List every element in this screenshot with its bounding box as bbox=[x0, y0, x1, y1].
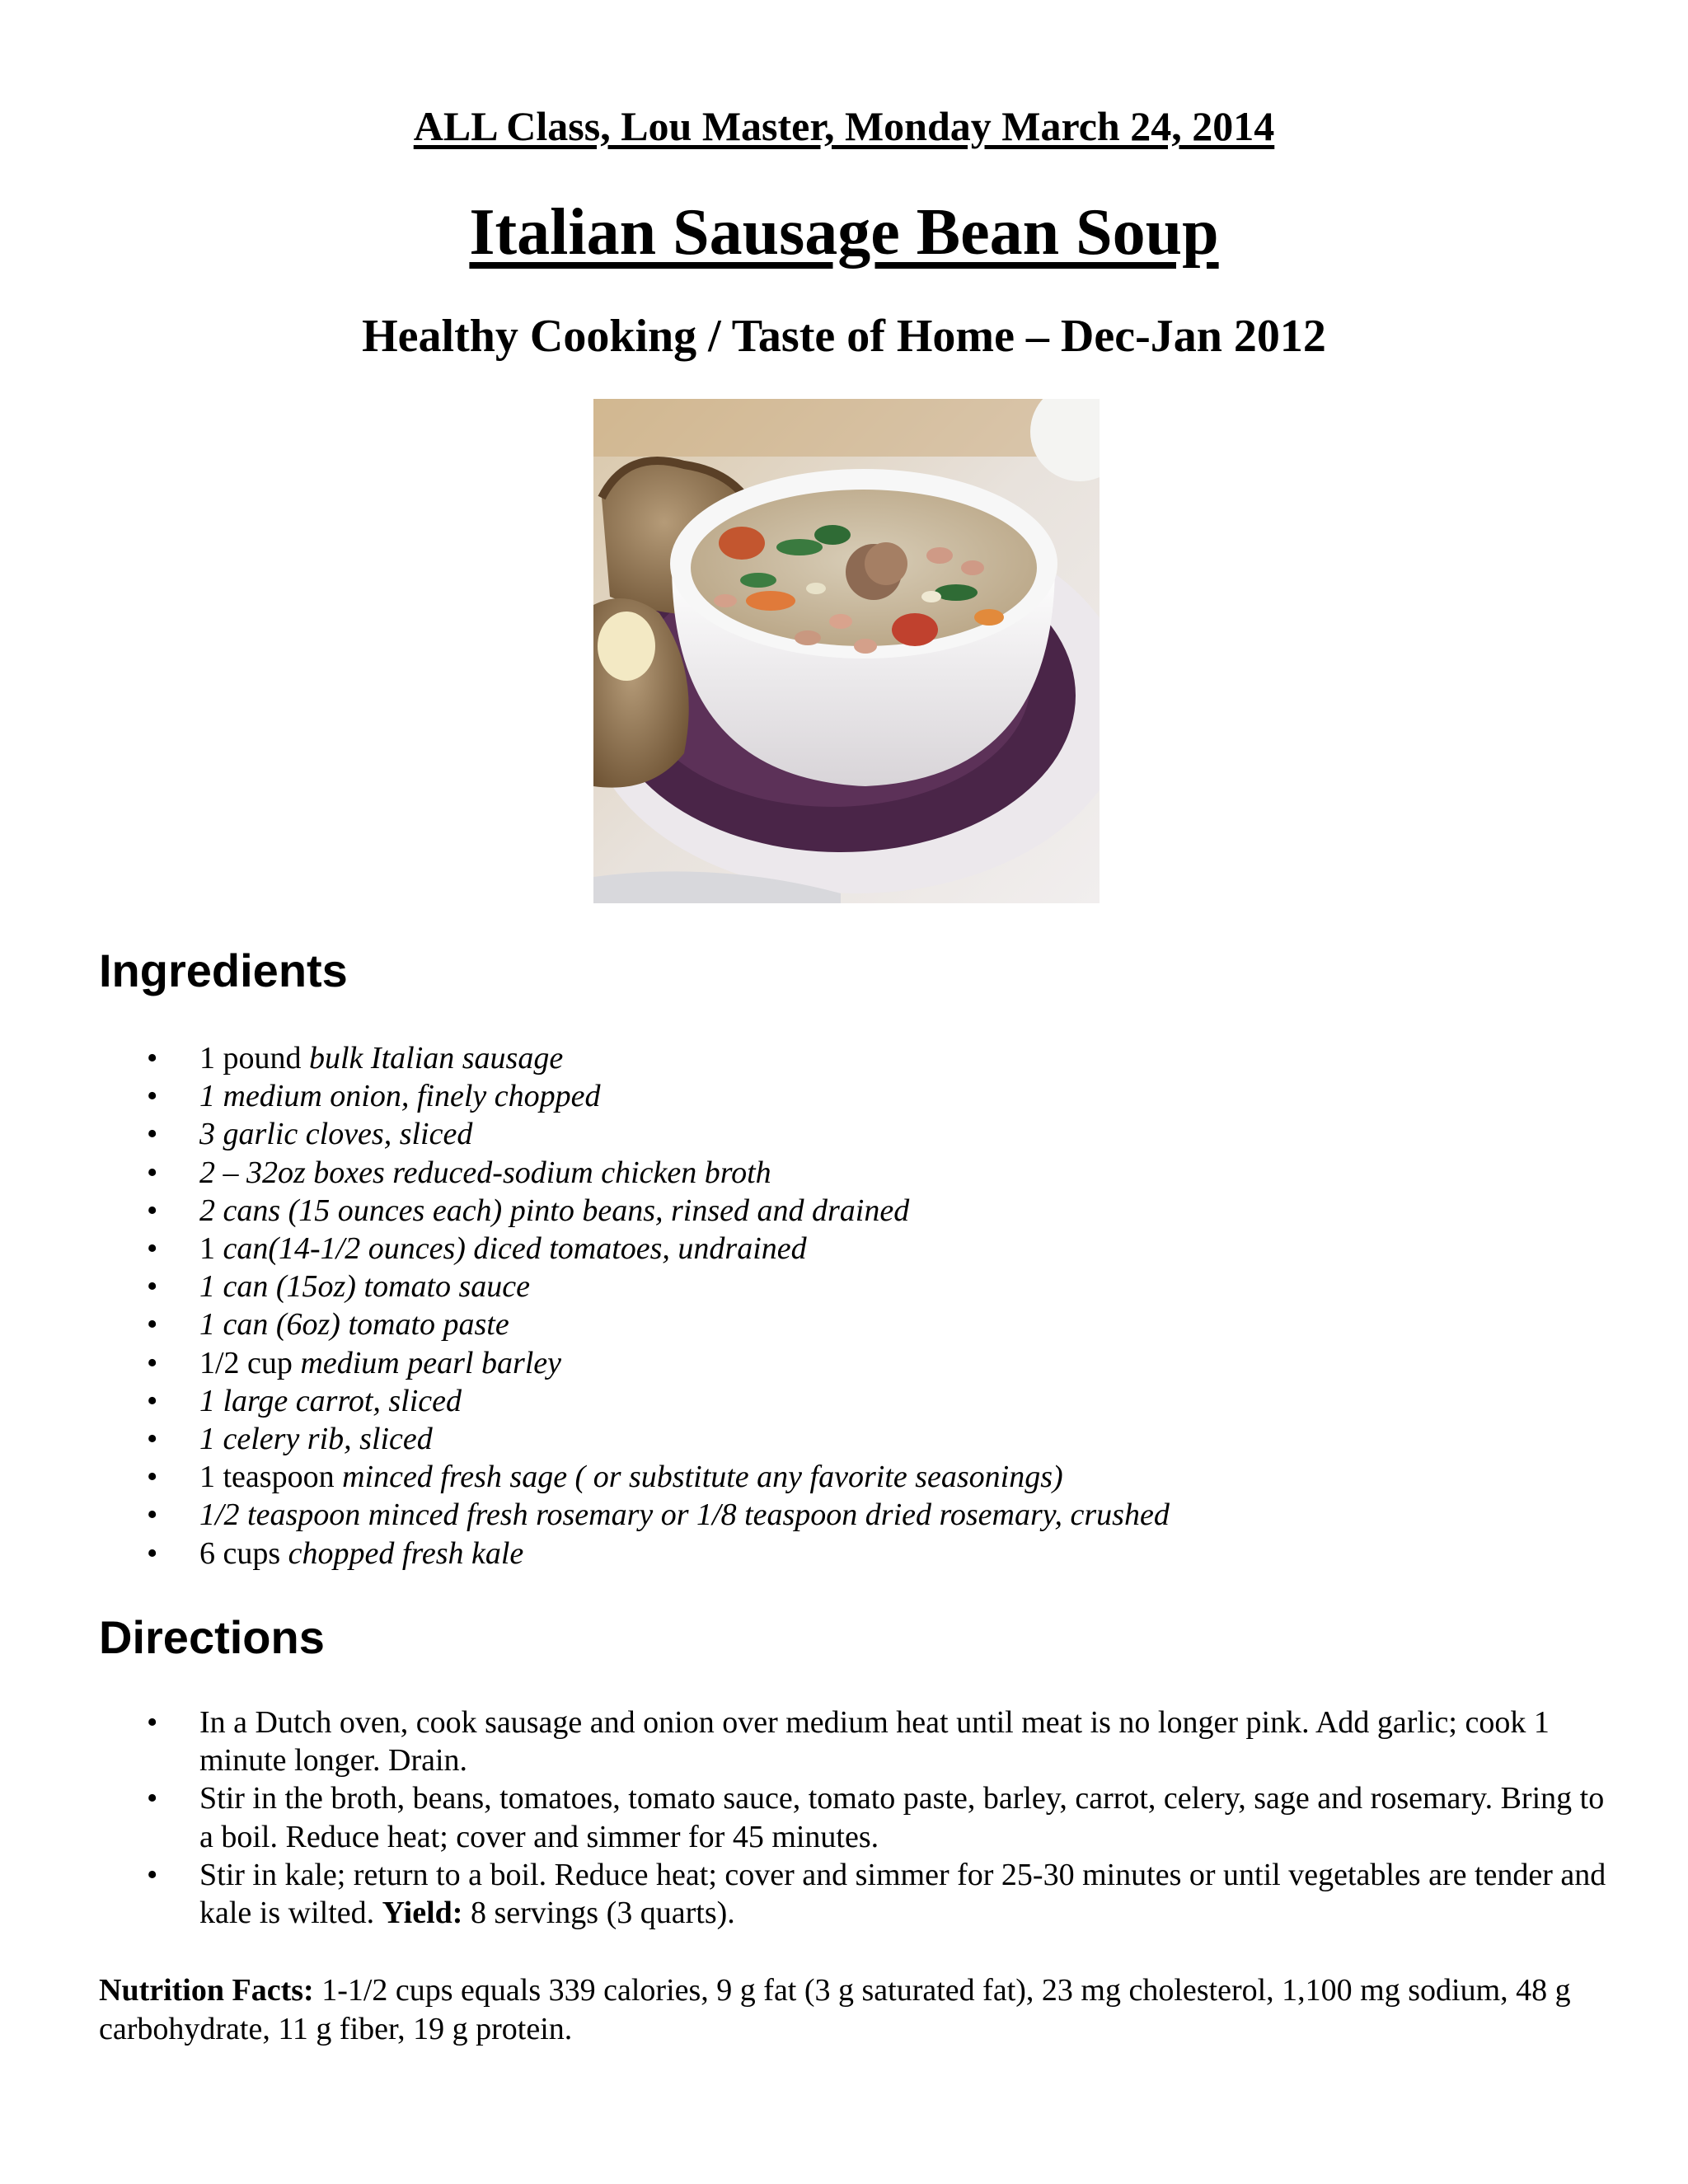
yield-label: Yield: bbox=[382, 1896, 463, 1931]
yield-value: 8 servings (3 quarts). bbox=[462, 1896, 735, 1931]
list-item: • 1/2 cup medium pearl barley bbox=[147, 1345, 562, 1380]
list-item: • 1 can(14-1/2 ounces) diced tomatoes, undrained bbox=[147, 1231, 807, 1267]
class-info-line: ALL Class, Lou Master, Monday March 24, 2014 bbox=[413, 103, 1275, 149]
direction-step: • Stir in kale; return to a boil. Reduce heat; cover and simmer for 25-30 minutes or until vegetables are tender and kale is wilted. Yield: 8 servings (3 quarts). bbox=[147, 1857, 1606, 1931]
list-item: • 1/2 teaspoon minced fresh rosemary or 1/8 teaspoon dried rosemary, crushed bbox=[147, 1497, 1170, 1533]
ingredients-heading: Ingredients bbox=[99, 944, 348, 996]
list-item: • 1 teaspoon minced fresh sage ( or substitute any favorite seasonings) bbox=[147, 1460, 1063, 1495]
soup-bowl-photo bbox=[593, 399, 1100, 903]
nutrition-facts bbox=[99, 1971, 1607, 2048]
direction-step: • In a Dutch oven, cook sausage and onion over medium heat until meat is no longer pink. Add garlic; cook 1 minute longer. Drain. bbox=[147, 1705, 1550, 1779]
list-item: • 3 garlic cloves, sliced bbox=[147, 1117, 473, 1152]
directions-list bbox=[99, 1704, 1607, 1932]
recipe-title: Italian Sausage Bean Soup bbox=[469, 196, 1219, 269]
ingredients-list bbox=[99, 1039, 1170, 1572]
directions-heading: Directions bbox=[99, 1611, 325, 1663]
list-item: • 1 large carrot, sliced bbox=[147, 1383, 462, 1418]
list-item: • 1 medium onion, finely chopped bbox=[147, 1079, 601, 1114]
list-item: • 1 can (15oz) tomato sauce bbox=[147, 1269, 531, 1305]
direction-step: • Stir in the broth, beans, tomatoes, tomato sauce, tomato paste, barley, carrot, celery, sage and rosemary. Bring to a boil. Reduce heat; cover and simmer for 45 minutes. bbox=[147, 1781, 1605, 1854]
nutrition-label: Nutrition Facts: bbox=[99, 1973, 314, 2008]
nutrition-text: 1-1/2 cups equals 339 calories, 9 g fat (3 g saturated fat), 23 mg cholesterol, 1,100 mg sodium, 48 g carbohydrate, 11 g fiber, 19 g protein. bbox=[99, 1973, 1571, 2046]
list-item: • 2 – 32oz boxes reduced-sodium chicken broth bbox=[147, 1155, 771, 1190]
list-item: • 6 cups chopped fresh kale bbox=[147, 1535, 524, 1571]
list-item: • 1 celery rib, sliced bbox=[147, 1422, 433, 1457]
list-item: • 2 cans (15 ounces each) pinto beans, rinsed and drained bbox=[147, 1193, 910, 1228]
list-item: • 1 pound bulk Italian sausage bbox=[147, 1041, 564, 1076]
list-item: • 1 can (6oz) tomato paste bbox=[147, 1307, 509, 1343]
recipe-source: Healthy Cooking / Taste of Home – Dec-Jan 2012 bbox=[362, 311, 1326, 362]
